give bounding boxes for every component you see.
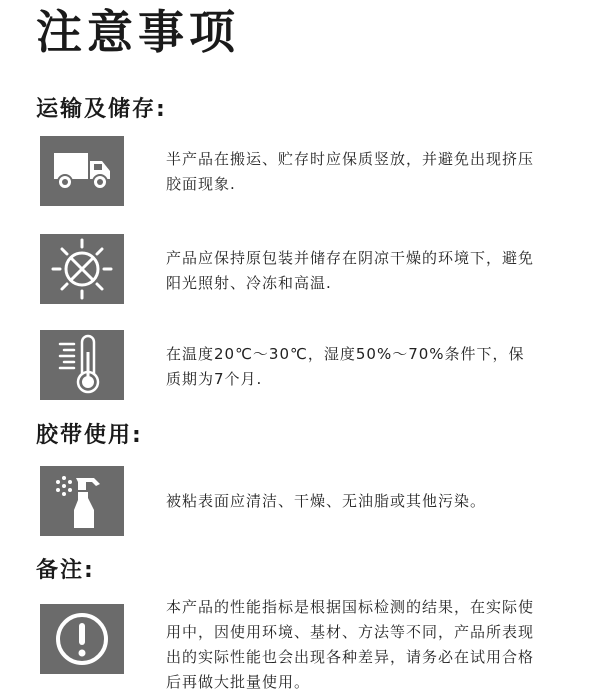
- item-text: 产品应保持原包装并储存在阴凉干燥的环境下，避免阳光照射、冷冻和高温.: [166, 249, 535, 292]
- thermometer-icon: [40, 330, 124, 400]
- spray-bottle-icon: [40, 466, 124, 536]
- exclamation-icon: [40, 604, 124, 674]
- page-title: 注意事项: [36, 5, 240, 59]
- sun-cross-icon: [40, 234, 124, 304]
- section-title-remarks: 备注:: [36, 558, 95, 583]
- item-text: 半产品在搬运、贮存时应保质竖放，并避免出现挤压胶面现象.: [166, 150, 535, 193]
- truck-icon: [40, 136, 124, 206]
- section-title-transport-storage: 运输及储存:: [36, 97, 167, 122]
- item-text: 被粘表面应清洁、干燥、无油脂或其他污染。: [166, 492, 487, 510]
- item-text: 在温度20℃～30℃，湿度50%～70%条件下，保质期为7个月.: [166, 345, 525, 388]
- section-title-tape-usage: 胶带使用:: [36, 423, 143, 448]
- item-text: 本产品的性能指标是根据国标检测的结果，在实际使用中，因使用环境、基材、方法等不同，产品所表现出的实际性能也会出现各种差异，请务必在试用合格后再做大批量使用。: [166, 598, 535, 691]
